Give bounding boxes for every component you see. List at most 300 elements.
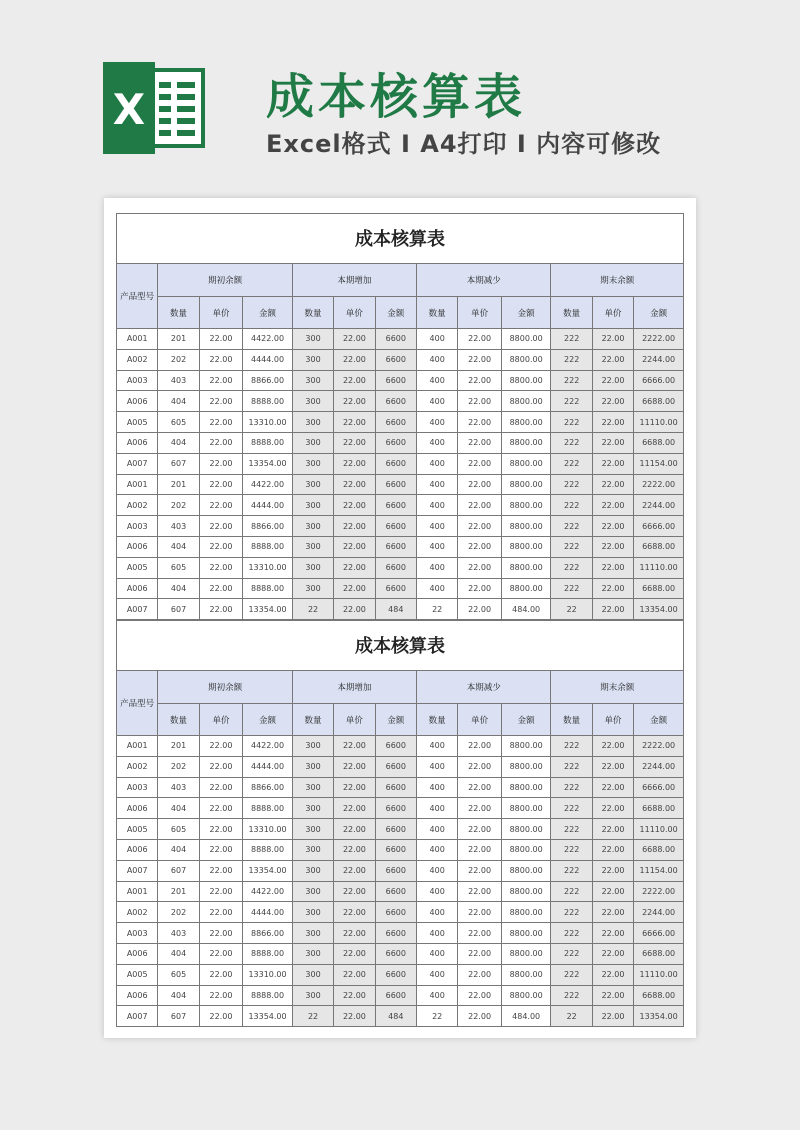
table-cell[interactable]: 400 <box>416 495 457 516</box>
table-cell[interactable]: 8800.00 <box>501 964 551 985</box>
table-cell[interactable]: 22.00 <box>458 599 501 620</box>
table-cell[interactable]: 8866.00 <box>243 516 293 537</box>
table-cell[interactable]: 400 <box>416 798 457 819</box>
table-cell[interactable]: 222 <box>551 349 592 370</box>
table-cell[interactable]: 222 <box>551 536 592 557</box>
table-cell[interactable]: 222 <box>551 860 592 881</box>
table-cell[interactable]: 300 <box>292 453 333 474</box>
table-cell[interactable]: 605 <box>158 964 199 985</box>
table-cell[interactable]: 300 <box>292 370 333 391</box>
table-cell[interactable]: 6600 <box>375 536 416 557</box>
table-cell[interactable]: 6688.00 <box>634 943 684 964</box>
table-cell[interactable]: 202 <box>158 902 199 923</box>
table-cell[interactable]: 22.00 <box>458 964 501 985</box>
table-cell[interactable]: 400 <box>416 985 457 1006</box>
table-cell[interactable]: 8888.00 <box>243 578 293 599</box>
table-cell[interactable]: 22.00 <box>199 1006 242 1027</box>
table-cell[interactable]: 201 <box>158 736 199 757</box>
table-cell[interactable]: 6600 <box>375 943 416 964</box>
table-cell[interactable]: 222 <box>551 902 592 923</box>
table-cell[interactable]: 8888.00 <box>243 536 293 557</box>
table-cell[interactable]: 404 <box>158 798 199 819</box>
table-cell[interactable]: 22.00 <box>199 557 242 578</box>
table-cell[interactable]: 2222.00 <box>634 881 684 902</box>
table-cell[interactable]: 6600 <box>375 839 416 860</box>
table-cell[interactable]: 6600 <box>375 329 416 350</box>
table-cell[interactable]: 22.00 <box>592 756 633 777</box>
table-cell[interactable]: 13354.00 <box>243 1006 293 1027</box>
table-cell[interactable]: 22.00 <box>334 798 375 819</box>
table-cell[interactable]: 22.00 <box>199 923 242 944</box>
table-cell[interactable]: 22.00 <box>334 329 375 350</box>
table-cell[interactable]: 607 <box>158 860 199 881</box>
table-cell[interactable]: 8800.00 <box>501 557 551 578</box>
table-cell[interactable]: A001 <box>117 881 158 902</box>
table-cell[interactable]: A006 <box>117 943 158 964</box>
table-cell[interactable]: A006 <box>117 839 158 860</box>
table-cell[interactable]: 403 <box>158 370 199 391</box>
table-cell[interactable]: 6666.00 <box>634 923 684 944</box>
table-cell[interactable]: 222 <box>551 839 592 860</box>
table-cell[interactable]: A006 <box>117 985 158 1006</box>
table-cell[interactable]: 11110.00 <box>634 412 684 433</box>
table-cell[interactable]: 22.00 <box>334 536 375 557</box>
table-cell[interactable]: 6688.00 <box>634 391 684 412</box>
table-cell[interactable]: 300 <box>292 578 333 599</box>
table-cell[interactable]: 8800.00 <box>501 474 551 495</box>
table-cell[interactable]: 22.00 <box>458 453 501 474</box>
table-cell[interactable]: 22.00 <box>458 923 501 944</box>
table-cell[interactable]: 22.00 <box>458 432 501 453</box>
table-cell[interactable]: 2222.00 <box>634 736 684 757</box>
table-cell[interactable]: A003 <box>117 516 158 537</box>
table-cell[interactable]: 300 <box>292 391 333 412</box>
table-cell[interactable]: 22.00 <box>592 923 633 944</box>
table-cell[interactable]: 6600 <box>375 391 416 412</box>
table-cell[interactable]: 22.00 <box>334 964 375 985</box>
table-cell[interactable]: 400 <box>416 736 457 757</box>
table-cell[interactable]: 22.00 <box>592 516 633 537</box>
table-cell[interactable]: 222 <box>551 557 592 578</box>
table-cell[interactable]: 8800.00 <box>501 349 551 370</box>
table-cell[interactable]: 6600 <box>375 557 416 578</box>
table-cell[interactable]: 22.00 <box>592 557 633 578</box>
table-cell[interactable]: 22.00 <box>199 964 242 985</box>
table-cell[interactable]: 22.00 <box>458 860 501 881</box>
table-cell[interactable]: 8800.00 <box>501 391 551 412</box>
table-cell[interactable]: 22.00 <box>592 370 633 391</box>
table-cell[interactable]: 400 <box>416 453 457 474</box>
table-cell[interactable]: 400 <box>416 349 457 370</box>
table-cell[interactable]: 22.00 <box>592 453 633 474</box>
table-cell[interactable]: 2244.00 <box>634 902 684 923</box>
table-cell[interactable]: 22.00 <box>334 370 375 391</box>
table-cell[interactable]: 201 <box>158 329 199 350</box>
table-cell[interactable]: 22.00 <box>592 1006 633 1027</box>
table-cell[interactable]: 300 <box>292 474 333 495</box>
table-cell[interactable]: 201 <box>158 474 199 495</box>
table-cell[interactable]: 22.00 <box>334 1006 375 1027</box>
table-cell[interactable]: A006 <box>117 432 158 453</box>
table-cell[interactable]: 22.00 <box>592 349 633 370</box>
table-cell[interactable]: 605 <box>158 819 199 840</box>
table-cell[interactable]: 22.00 <box>334 516 375 537</box>
table-cell[interactable]: 607 <box>158 599 199 620</box>
table-cell[interactable]: 6600 <box>375 349 416 370</box>
table-cell[interactable]: 6600 <box>375 798 416 819</box>
table-cell[interactable]: 300 <box>292 495 333 516</box>
table-cell[interactable]: 22.00 <box>458 798 501 819</box>
table-cell[interactable]: 22.00 <box>334 923 375 944</box>
table-cell[interactable]: 4444.00 <box>243 902 293 923</box>
table-cell[interactable]: 4422.00 <box>243 736 293 757</box>
table-cell[interactable]: 400 <box>416 819 457 840</box>
table-cell[interactable]: 8800.00 <box>501 432 551 453</box>
table-cell[interactable]: 605 <box>158 557 199 578</box>
table-cell[interactable]: 300 <box>292 412 333 433</box>
table-cell[interactable]: 22 <box>551 599 592 620</box>
table-cell[interactable]: 22.00 <box>458 839 501 860</box>
table-cell[interactable]: 22.00 <box>458 536 501 557</box>
table-cell[interactable]: 8800.00 <box>501 578 551 599</box>
table-cell[interactable]: 8800.00 <box>501 860 551 881</box>
table-cell[interactable]: 22.00 <box>592 985 633 1006</box>
table-cell[interactable]: 22.00 <box>199 599 242 620</box>
table-cell[interactable]: 400 <box>416 881 457 902</box>
table-cell[interactable]: 22.00 <box>334 819 375 840</box>
table-cell[interactable]: 22.00 <box>199 798 242 819</box>
table-cell[interactable]: 8800.00 <box>501 516 551 537</box>
table-cell[interactable]: 2244.00 <box>634 495 684 516</box>
table-cell[interactable]: 22.00 <box>334 391 375 412</box>
table-cell[interactable]: 300 <box>292 881 333 902</box>
table-cell[interactable]: 8866.00 <box>243 923 293 944</box>
table-cell[interactable]: 22.00 <box>199 881 242 902</box>
table-cell[interactable]: 6600 <box>375 923 416 944</box>
table-cell[interactable]: 22.00 <box>334 599 375 620</box>
table-cell[interactable]: 6666.00 <box>634 777 684 798</box>
table-cell[interactable]: A006 <box>117 536 158 557</box>
table-cell[interactable]: 222 <box>551 474 592 495</box>
table-cell[interactable]: 22.00 <box>458 1006 501 1027</box>
table-cell[interactable]: 8800.00 <box>501 756 551 777</box>
table-cell[interactable]: 8888.00 <box>243 985 293 1006</box>
table-cell[interactable]: 22.00 <box>334 432 375 453</box>
table-cell[interactable]: 22.00 <box>592 599 633 620</box>
table-cell[interactable]: 8800.00 <box>501 902 551 923</box>
table-cell[interactable]: 400 <box>416 860 457 881</box>
table-cell[interactable]: 222 <box>551 495 592 516</box>
table-cell[interactable]: 22.00 <box>458 370 501 391</box>
table-cell[interactable]: 22.00 <box>334 881 375 902</box>
table-cell[interactable]: A003 <box>117 923 158 944</box>
table-cell[interactable]: 22.00 <box>334 777 375 798</box>
table-cell[interactable]: 404 <box>158 943 199 964</box>
table-cell[interactable]: 22 <box>416 1006 457 1027</box>
table-cell[interactable]: 6600 <box>375 985 416 1006</box>
table-cell[interactable]: 400 <box>416 964 457 985</box>
table-cell[interactable]: A005 <box>117 819 158 840</box>
table-cell[interactable]: 22.00 <box>334 474 375 495</box>
table-cell[interactable]: A005 <box>117 557 158 578</box>
table-cell[interactable]: 13310.00 <box>243 964 293 985</box>
table-cell[interactable]: 6600 <box>375 412 416 433</box>
table-cell[interactable]: 22.00 <box>199 756 242 777</box>
table-cell[interactable]: 6688.00 <box>634 839 684 860</box>
table-cell[interactable]: 404 <box>158 578 199 599</box>
table-cell[interactable]: 404 <box>158 536 199 557</box>
table-cell[interactable]: 22.00 <box>199 474 242 495</box>
table-cell[interactable]: A006 <box>117 798 158 819</box>
table-cell[interactable]: 300 <box>292 432 333 453</box>
table-cell[interactable]: 400 <box>416 902 457 923</box>
table-cell[interactable]: 8800.00 <box>501 370 551 391</box>
table-cell[interactable]: 300 <box>292 964 333 985</box>
table-cell[interactable]: 8800.00 <box>501 777 551 798</box>
table-cell[interactable]: 13310.00 <box>243 819 293 840</box>
table-cell[interactable]: 400 <box>416 777 457 798</box>
table-cell[interactable]: 22.00 <box>458 819 501 840</box>
table-cell[interactable]: 222 <box>551 578 592 599</box>
table-cell[interactable]: 8888.00 <box>243 839 293 860</box>
table-cell[interactable]: 4444.00 <box>243 756 293 777</box>
table-cell[interactable]: 22.00 <box>458 756 501 777</box>
table-cell[interactable]: 6600 <box>375 432 416 453</box>
table-cell[interactable]: 300 <box>292 902 333 923</box>
table-cell[interactable]: 22.00 <box>458 391 501 412</box>
table-cell[interactable]: 6600 <box>375 736 416 757</box>
table-cell[interactable]: 300 <box>292 777 333 798</box>
table-cell[interactable]: 22.00 <box>592 432 633 453</box>
table-cell[interactable]: 13354.00 <box>243 453 293 474</box>
table-cell[interactable]: 400 <box>416 578 457 599</box>
table-cell[interactable]: 300 <box>292 985 333 1006</box>
table-cell[interactable]: 300 <box>292 557 333 578</box>
table-cell[interactable]: 8888.00 <box>243 798 293 819</box>
table-cell[interactable]: 22.00 <box>458 557 501 578</box>
table-cell[interactable]: 6600 <box>375 495 416 516</box>
table-cell[interactable]: 13354.00 <box>634 1006 684 1027</box>
table-cell[interactable]: 202 <box>158 495 199 516</box>
table-cell[interactable]: 22.00 <box>199 902 242 923</box>
table-cell[interactable]: 22.00 <box>458 736 501 757</box>
table-cell[interactable]: 22.00 <box>199 943 242 964</box>
table-cell[interactable]: 222 <box>551 798 592 819</box>
table-cell[interactable]: 8800.00 <box>501 495 551 516</box>
table-cell[interactable]: A002 <box>117 756 158 777</box>
table-cell[interactable]: 22.00 <box>199 453 242 474</box>
table-cell[interactable]: 22.00 <box>334 412 375 433</box>
table-cell[interactable]: 4422.00 <box>243 474 293 495</box>
table-cell[interactable]: 400 <box>416 943 457 964</box>
table-cell[interactable]: 6600 <box>375 777 416 798</box>
table-cell[interactable]: 22.00 <box>199 985 242 1006</box>
table-cell[interactable]: 222 <box>551 516 592 537</box>
table-cell[interactable]: 22.00 <box>199 412 242 433</box>
table-cell[interactable]: 6600 <box>375 370 416 391</box>
table-cell[interactable]: 22.00 <box>199 736 242 757</box>
table-cell[interactable]: 22.00 <box>334 902 375 923</box>
table-cell[interactable]: 22.00 <box>592 412 633 433</box>
table-cell[interactable]: 22.00 <box>334 943 375 964</box>
table-cell[interactable]: A001 <box>117 474 158 495</box>
table-cell[interactable]: 403 <box>158 923 199 944</box>
table-cell[interactable]: 6600 <box>375 474 416 495</box>
table-cell[interactable]: 8888.00 <box>243 391 293 412</box>
table-cell[interactable]: 222 <box>551 943 592 964</box>
table-cell[interactable]: 22.00 <box>199 432 242 453</box>
table-cell[interactable]: 607 <box>158 453 199 474</box>
table-cell[interactable]: 222 <box>551 391 592 412</box>
table-cell[interactable]: 8800.00 <box>501 453 551 474</box>
table-cell[interactable]: 22.00 <box>199 839 242 860</box>
table-cell[interactable]: 22.00 <box>458 985 501 1006</box>
table-cell[interactable]: 22.00 <box>458 474 501 495</box>
table-cell[interactable]: 300 <box>292 943 333 964</box>
table-cell[interactable]: 22.00 <box>334 495 375 516</box>
table-cell[interactable]: 22.00 <box>334 736 375 757</box>
table-cell[interactable]: 11154.00 <box>634 860 684 881</box>
table-cell[interactable]: 6600 <box>375 453 416 474</box>
table-cell[interactable]: 8800.00 <box>501 819 551 840</box>
table-cell[interactable]: 22.00 <box>592 902 633 923</box>
table-cell[interactable]: 222 <box>551 923 592 944</box>
table-cell[interactable]: 22.00 <box>458 578 501 599</box>
table-cell[interactable]: 403 <box>158 777 199 798</box>
table-cell[interactable]: 22.00 <box>334 839 375 860</box>
table-cell[interactable]: 300 <box>292 516 333 537</box>
table-cell[interactable]: 6600 <box>375 578 416 599</box>
table-cell[interactable]: 22.00 <box>592 495 633 516</box>
table-cell[interactable]: A002 <box>117 495 158 516</box>
table-cell[interactable]: A007 <box>117 860 158 881</box>
table-cell[interactable]: A005 <box>117 964 158 985</box>
table-cell[interactable]: 8800.00 <box>501 798 551 819</box>
table-cell[interactable]: 22.00 <box>592 578 633 599</box>
table-cell[interactable]: 22 <box>551 1006 592 1027</box>
table-cell[interactable]: 11110.00 <box>634 964 684 985</box>
table-cell[interactable]: 300 <box>292 819 333 840</box>
table-cell[interactable]: 6688.00 <box>634 536 684 557</box>
table-cell[interactable]: 222 <box>551 756 592 777</box>
table-cell[interactable]: 13310.00 <box>243 412 293 433</box>
table-cell[interactable]: 300 <box>292 860 333 881</box>
table-cell[interactable]: 404 <box>158 391 199 412</box>
table-cell[interactable]: 11110.00 <box>634 819 684 840</box>
table-cell[interactable]: 22.00 <box>592 798 633 819</box>
table-cell[interactable]: 6688.00 <box>634 432 684 453</box>
table-cell[interactable]: 6600 <box>375 819 416 840</box>
table-cell[interactable]: 6666.00 <box>634 370 684 391</box>
table-cell[interactable]: A001 <box>117 329 158 350</box>
table-cell[interactable]: 202 <box>158 756 199 777</box>
table-cell[interactable]: 22.00 <box>592 943 633 964</box>
table-cell[interactable]: 22.00 <box>592 329 633 350</box>
table-cell[interactable]: 22 <box>292 599 333 620</box>
table-cell[interactable]: 22.00 <box>592 391 633 412</box>
table-cell[interactable]: 22.00 <box>592 474 633 495</box>
table-cell[interactable]: 22.00 <box>458 329 501 350</box>
table-cell[interactable]: 400 <box>416 391 457 412</box>
table-cell[interactable]: 22.00 <box>334 453 375 474</box>
table-cell[interactable]: 400 <box>416 536 457 557</box>
table-cell[interactable]: 22.00 <box>592 777 633 798</box>
table-cell[interactable]: 222 <box>551 964 592 985</box>
table-cell[interactable]: 300 <box>292 839 333 860</box>
table-cell[interactable]: 400 <box>416 923 457 944</box>
table-cell[interactable]: 8800.00 <box>501 985 551 1006</box>
table-cell[interactable]: 11110.00 <box>634 557 684 578</box>
table-cell[interactable]: 22.00 <box>199 819 242 840</box>
table-cell[interactable]: 13354.00 <box>243 599 293 620</box>
table-cell[interactable]: 22.00 <box>458 943 501 964</box>
table-cell[interactable]: 484.00 <box>501 599 551 620</box>
table-cell[interactable]: 400 <box>416 370 457 391</box>
table-cell[interactable]: 22.00 <box>458 412 501 433</box>
table-cell[interactable]: 22.00 <box>334 349 375 370</box>
table-cell[interactable]: 13354.00 <box>243 860 293 881</box>
table-cell[interactable]: 22.00 <box>592 964 633 985</box>
table-cell[interactable]: A006 <box>117 391 158 412</box>
table-cell[interactable]: 222 <box>551 412 592 433</box>
table-cell[interactable]: A003 <box>117 777 158 798</box>
table-cell[interactable]: A005 <box>117 412 158 433</box>
table-cell[interactable]: 484 <box>375 599 416 620</box>
table-cell[interactable]: 8800.00 <box>501 329 551 350</box>
table-cell[interactable]: 300 <box>292 329 333 350</box>
table-cell[interactable]: 4444.00 <box>243 495 293 516</box>
table-cell[interactable]: 11154.00 <box>634 453 684 474</box>
table-cell[interactable]: 13310.00 <box>243 557 293 578</box>
table-cell[interactable]: 403 <box>158 516 199 537</box>
table-cell[interactable]: 6600 <box>375 756 416 777</box>
table-cell[interactable]: 605 <box>158 412 199 433</box>
table-cell[interactable]: 4422.00 <box>243 881 293 902</box>
table-cell[interactable]: 22.00 <box>458 516 501 537</box>
table-cell[interactable]: 300 <box>292 798 333 819</box>
table-cell[interactable]: 22.00 <box>199 516 242 537</box>
table-cell[interactable]: 22.00 <box>334 557 375 578</box>
table-cell[interactable]: 222 <box>551 985 592 1006</box>
table-cell[interactable]: 22.00 <box>199 860 242 881</box>
table-cell[interactable]: 8866.00 <box>243 777 293 798</box>
table-cell[interactable]: 22.00 <box>592 860 633 881</box>
table-cell[interactable]: 222 <box>551 329 592 350</box>
table-cell[interactable]: 22 <box>292 1006 333 1027</box>
table-cell[interactable]: 607 <box>158 1006 199 1027</box>
table-cell[interactable]: 8800.00 <box>501 736 551 757</box>
table-cell[interactable]: 22.00 <box>458 777 501 798</box>
table-cell[interactable]: 222 <box>551 453 592 474</box>
table-cell[interactable]: 6600 <box>375 881 416 902</box>
table-cell[interactable]: 2244.00 <box>634 349 684 370</box>
table-cell[interactable]: 404 <box>158 985 199 1006</box>
table-cell[interactable]: 6600 <box>375 902 416 923</box>
table-cell[interactable]: 22.00 <box>334 756 375 777</box>
table-cell[interactable]: 222 <box>551 819 592 840</box>
table-cell[interactable]: 400 <box>416 516 457 537</box>
table-cell[interactable]: 22.00 <box>199 349 242 370</box>
table-cell[interactable]: 400 <box>416 474 457 495</box>
table-cell[interactable]: 4444.00 <box>243 349 293 370</box>
table-cell[interactable]: 22.00 <box>592 839 633 860</box>
table-cell[interactable]: 300 <box>292 349 333 370</box>
table-cell[interactable]: A007 <box>117 1006 158 1027</box>
table-cell[interactable]: 8888.00 <box>243 432 293 453</box>
table-cell[interactable]: 8800.00 <box>501 536 551 557</box>
table-cell[interactable]: 22.00 <box>334 860 375 881</box>
table-cell[interactable]: A002 <box>117 349 158 370</box>
